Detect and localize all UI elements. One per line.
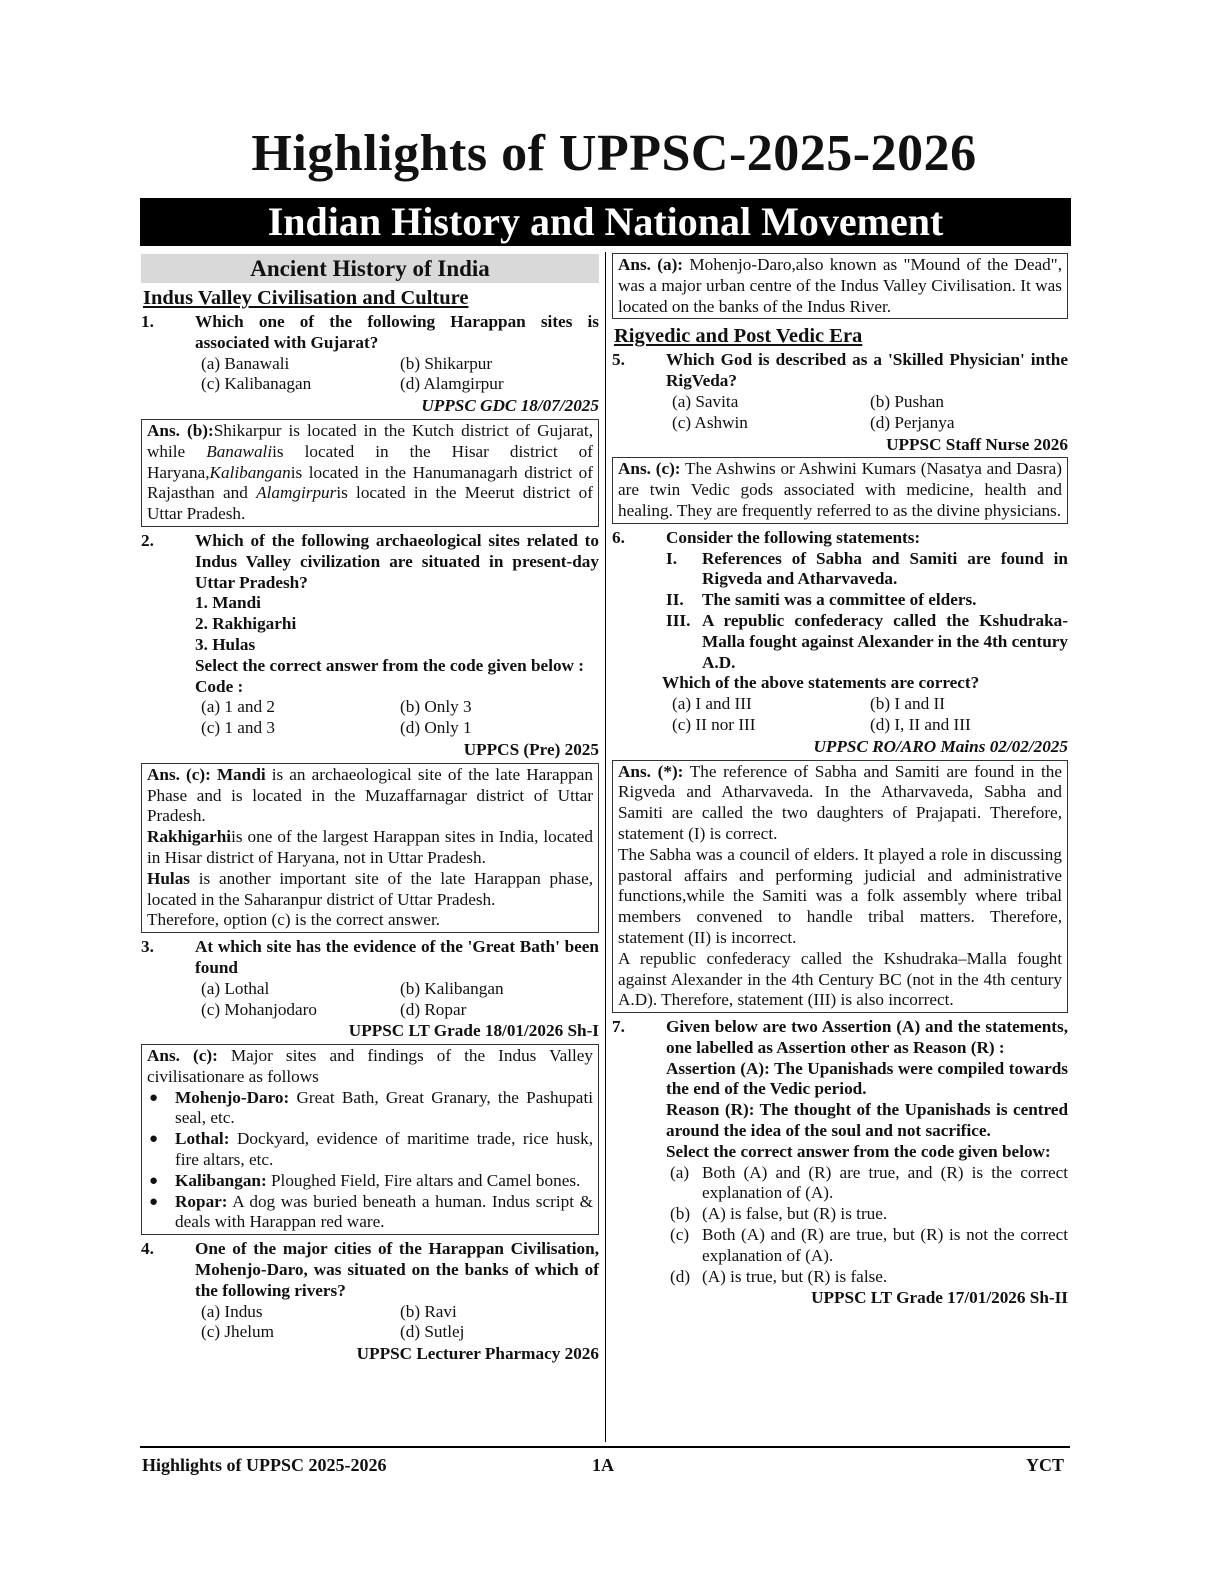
answer-box	[612, 457, 1068, 523]
answer-term: Mandi	[216, 764, 266, 784]
statement	[666, 611, 1068, 673]
exam-source: UPPSC LT Grade 17/01/2026 Sh-II	[811, 1288, 1068, 1308]
list-item	[147, 1088, 593, 1130]
option: (c) II nor III	[672, 714, 756, 734]
option	[670, 1163, 1068, 1205]
footer-left: Highlights of UPPSC 2025-2026	[142, 1455, 387, 1475]
option: (a) Savita	[672, 391, 739, 411]
option-text: Both (A) and (R) are true, and (R) is the correct explanation of (A).	[702, 1162, 1068, 1203]
option-text: Both (A) and (R) are true, but (R) is not the correct explanation of (A).	[702, 1225, 1068, 1265]
option: (a) Indus	[201, 1301, 263, 1321]
page-title: Highlights of UPPSC-2025-2026	[251, 125, 977, 182]
options	[672, 694, 1068, 736]
option: (c) 1 and 3	[201, 718, 275, 738]
answer-label: Ans. (c):	[147, 1046, 218, 1066]
question-number: 4.	[141, 1239, 154, 1259]
answer-text: is located in the Hisar district of Haryana,	[147, 441, 593, 482]
question-text: One of the major cities of the Harappan Civilisation, Mohenjo-Daro, was situated on the banks of which of the following rivers?	[195, 1239, 599, 1300]
option	[670, 1225, 1068, 1267]
assertion-text: Assertion (A): The Upanishads were compiled towards the end of the Vedic period.	[666, 1058, 1068, 1099]
answer-text: is located in the Hanumanagarh district of Rajasthan and	[147, 462, 593, 503]
exam-source: UPPSC Lecturer Pharmacy 2026	[356, 1344, 599, 1364]
option: (c) Jhelum	[201, 1322, 275, 1342]
options	[201, 697, 599, 739]
question-3	[141, 937, 599, 979]
option: (b) I and II	[870, 694, 945, 714]
reason-text: Reason (R): The thought of the Upanishads is centred around the idea of the soul and not sacrifice.	[666, 1100, 1068, 1141]
exam-source: UPPSC LT Grade 18/01/2026 Sh-I	[348, 1021, 599, 1041]
question-prompt: Which of the above statements are correct?	[662, 673, 980, 693]
list-item: 3. Hulas	[195, 634, 256, 654]
option: (a) I and III	[672, 694, 752, 714]
site-findings: A dog was buried beneath a human. Indus script & deals with Harappan red ware.	[175, 1191, 593, 1232]
site-name: Mohenjo-Daro:	[175, 1087, 290, 1107]
question-number: 3.	[141, 937, 154, 957]
option: (d) Only 1	[400, 718, 472, 738]
exam-source: UPPSC Staff Nurse 2026	[886, 434, 1068, 454]
statement-text: The samiti was a committee of elders.	[702, 590, 977, 610]
code-label: Code :	[195, 676, 244, 696]
question-7	[612, 1017, 1068, 1059]
option	[670, 1267, 1068, 1288]
option: (d) I, II and III	[870, 714, 971, 734]
statement	[666, 590, 1068, 611]
exam-source: UPPSC GDC 18/07/2025	[421, 396, 599, 416]
statement-number: III.	[666, 610, 691, 630]
answer-box	[141, 419, 599, 527]
instruction-text: Select the correct answer from the code given below :	[195, 655, 584, 675]
option	[670, 1204, 1068, 1225]
question-number: 5.	[612, 350, 625, 370]
options	[201, 1302, 599, 1344]
question-text: Which of the following archaeological sites related to Indus Valley civilization are situated in present-day Uttar Pradesh?	[195, 530, 599, 592]
right-column	[612, 252, 1068, 1311]
option: (c) Kalibanagan	[201, 374, 312, 394]
question-number: 7.	[612, 1017, 625, 1037]
option: (a) Lothal	[201, 978, 270, 998]
statement	[666, 549, 1068, 591]
answer-label: Ans. (c):	[147, 764, 211, 784]
list-item: 2. Rakhigarhi	[195, 614, 297, 634]
answer-term: Banawali	[206, 441, 273, 461]
option-letter: (b)	[670, 1204, 691, 1224]
question-text: Which one of the following Harappan sites is associated with Gujarat?	[195, 312, 599, 352]
options	[670, 1163, 1068, 1288]
option-letter: (d)	[670, 1266, 691, 1286]
option-text: (A) is true, but (R) is false.	[702, 1266, 888, 1286]
section-heading: Ancient History of India	[141, 254, 599, 283]
footer-right: YCT	[1026, 1455, 1065, 1475]
option: (b) Only 3	[400, 697, 472, 717]
statement-text: A republic confederacy called the Kshudraka-Malla fought against Alexander in the 4th century A.D.	[702, 610, 1068, 672]
statement-text: References of Sabha and Samiti are found in Rigveda and Atharvaveda.	[702, 548, 1068, 589]
left-column	[141, 252, 599, 1367]
answer-text: is an archaeological site of the late Harappan Phase and is located in the Muzaffarnagar district of Uttar Pradesh.	[147, 764, 593, 826]
answer-term: Alamgirpur	[256, 483, 337, 503]
chapter-banner: Indian History and National Movement	[140, 198, 1071, 246]
answer-label: Ans. (c):	[618, 459, 681, 479]
answer-text: Mohenjo-Daro,also known as "Mound of the Dead", was a major urban centre of the Indus Valley Civilisation. It was located on the banks of the Indus River.	[618, 255, 1062, 316]
site-name: Ropar:	[175, 1191, 228, 1211]
question-2	[141, 531, 599, 593]
column-divider	[605, 252, 606, 1442]
answer-text: is located in the Meerut district of Uttar Pradesh.	[147, 483, 594, 524]
list-item	[147, 1192, 593, 1234]
site-findings: Dockyard, evidence of maritime trade, rice husk, fire altars, etc.	[175, 1129, 593, 1170]
answer-term: Kalibangan	[209, 462, 291, 482]
statement-number: II.	[666, 590, 684, 610]
site-findings: Ploughed Field, Fire altars and Camel bones.	[266, 1170, 581, 1190]
answer-text: Therefore, option (c) is the correct answer.	[147, 910, 441, 930]
answer-box	[141, 763, 599, 933]
question-number: 6.	[612, 527, 625, 547]
answer-box	[612, 253, 1068, 319]
options	[201, 354, 599, 396]
option-text: (A) is false, but (R) is true.	[702, 1204, 888, 1224]
statement-number: I.	[666, 548, 677, 568]
question-text: Which God is described as a 'Skilled Physician' inthe RigVeda?	[666, 350, 1068, 391]
answer-label: Ans. (a):	[618, 255, 684, 274]
list-item	[147, 1129, 593, 1171]
answer-text: A republic confederacy called the Kshudraka–Malla fought against Alexander in the 4th Century BC (not in the 4th century A.D). Therefore, statement (III) is also incorrect.	[618, 948, 1062, 1010]
list-item	[147, 1171, 593, 1192]
subsection-heading: Indus Valley Civilisation and Culture	[143, 287, 469, 309]
subsection-heading: Rigvedic and Post Vedic Era	[614, 325, 863, 348]
answer-box	[141, 1044, 599, 1235]
answer-label: Ans. (*):	[618, 761, 684, 781]
question-5	[612, 350, 1068, 392]
option: (b) Shikarpur	[400, 353, 493, 373]
answer-text: The Ashwins or Ashwini Kumars (Nasatya and Dasra) are twin Vedic gods associated with medicine, health and healing. They are frequently referred to as the divine physicians.	[618, 459, 1062, 520]
question-number: 1.	[141, 312, 154, 331]
answer-text: Shikarpur is located in the Kutch district of Gujarat, while	[147, 420, 594, 461]
question-6	[612, 528, 1068, 549]
answer-box	[612, 760, 1068, 1014]
question-text: Given below are two Assertion (A) and the statements, one labelled as Assertion other as Reason (R) :	[666, 1017, 1068, 1057]
option: (d) Ropar	[400, 999, 467, 1019]
option: (c) Mohanjodaro	[201, 999, 317, 1019]
option: (a) Banawali	[201, 353, 290, 373]
option: (b) Kalibangan	[400, 978, 504, 998]
answer-text: The Sabha was a council of elders. It played a role in discussing pastoral affairs and performing judicial and administrative functions,while the Samiti was a folk assembly where tribal members convened to handle tribal matters. Therefore, statement (II) is incorrect.	[618, 844, 1062, 947]
answer-text: is another important site of the late Harappan phase, located in the Saharanpur district of Uttar Pradesh.	[147, 868, 593, 909]
option: (d) Alamgirpur	[400, 374, 504, 394]
site-name: Kalibangan:	[175, 1170, 267, 1190]
exam-source: UPPSC RO/ARO Mains 02/02/2025	[813, 736, 1068, 756]
exam-source: UPPCS (Pre) 2025	[463, 739, 599, 759]
list-item: 1. Mandi	[195, 593, 261, 613]
footer-rule	[140, 1446, 1070, 1448]
option: (d) Sutlej	[400, 1322, 465, 1342]
answer-term: Rakhigarhi	[147, 827, 232, 847]
site-name: Lothal:	[175, 1129, 230, 1149]
findings-list	[147, 1088, 593, 1234]
instruction-text: Select the correct answer from the code given below:	[666, 1141, 1051, 1161]
option: (d) Perjanya	[870, 412, 955, 432]
option: (a) 1 and 2	[201, 697, 275, 717]
option-letter: (a)	[670, 1162, 690, 1182]
option-letter: (c)	[670, 1225, 690, 1245]
option: (b) Pushan	[870, 391, 944, 411]
answer-label: Ans. (b):	[147, 420, 214, 440]
option: (b) Ravi	[400, 1301, 457, 1321]
answer-text: The reference of Sabha and Samiti are found in the Rigveda and Atharvaveda. In the Atharvaveda, Sabha and Samiti are called the two daughters of Prajapati. Therefore, statement (I) is correct.	[618, 761, 1062, 843]
page-number: 1A	[592, 1455, 614, 1475]
question-text: Consider the following statements:	[666, 527, 921, 547]
question-4	[141, 1239, 599, 1301]
question-1	[141, 312, 599, 354]
answer-term: Hulas	[147, 868, 190, 888]
options	[672, 392, 1068, 434]
question-number: 2.	[141, 530, 154, 550]
question-text: At which site has the evidence of the 'Great Bath' been found	[195, 937, 599, 977]
options	[201, 979, 599, 1021]
option: (c) Ashwin	[672, 412, 748, 432]
answer-text: Major sites and findings of the Indus Valley civilisationare as follows	[147, 1046, 593, 1086]
answer-text: is one of the largest Harappan sites in India, located in Hisar district of Haryana, not in Uttar Pradesh.	[147, 827, 593, 867]
site-findings: Great Bath, Great Granary, the Pashupati seal, etc.	[175, 1087, 593, 1128]
